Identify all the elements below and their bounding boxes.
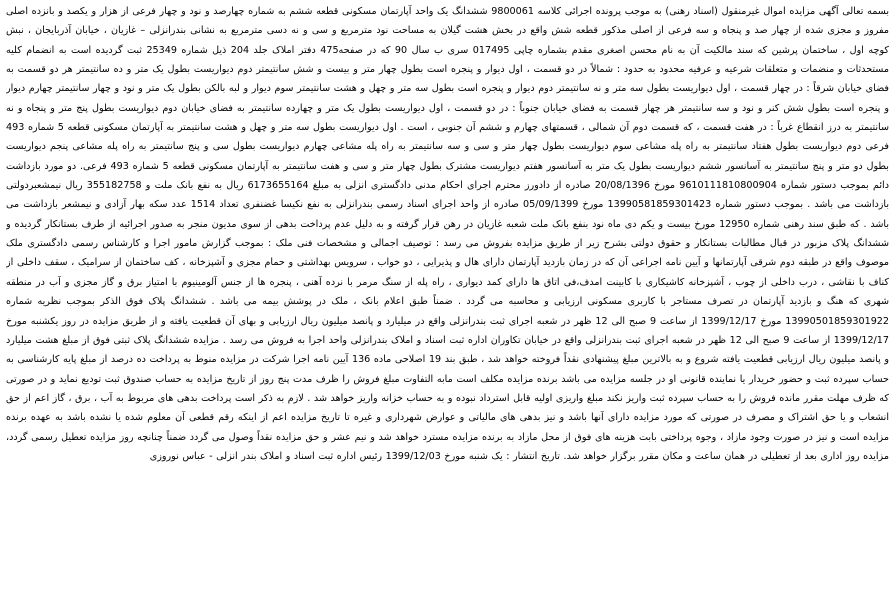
notice-body-text: بسمه تعالی آگهی مزایده اموال غیرمنقول (اسناد رهنی) به موجب پرونده اجرائی کلاسه 9800061 ششدانگ یک واحد آپارتمان مسکونی قطعه ششم به شماره چهارصد و نود و چهار فرعی از هزار و یکصد و بانزده اصلی مفروز و مجزی شده از چهار صد و پنجاه و سه فرعی از اصلی مذکور قطعه شش واقع در بخش هشت گیلان به مساحت نود مترمربع و سی و نه دسی مترمربع به نشانی بندرانزلی – غازیان ، خیابان آذربایجان ، نبش کوچه اول ، ساختمان پرشین که سند مالکیت آن به نام محسن اصغری مقدم بشماره چاپی 017495 سری ب سال 90 که در صفحه475 دفتر املاک جلد 204 ذیل شماره 25349 ثبت گردیده است به انضمام کلیه مستحدثات و منضمات و متعلقات شرعیه و عرفیه محدود به حدود : شمالاً در دو قسمت ، اول دیوار و پنجره است بطول چهار متر و بیست و شش سانتیمتر دوم دیواریست بطول یک متر و ده سانتیمتر هر دو قسمت به فضای خیابان شرقاً : در چهار قسمت ، اول دیواریست بطول سه متر و نه سانتیمتر دوم دیوار و پنجره است بطول سه متر و چهل و هشت سانتیمتر سوم دیوار و لبه بالکن بطول یک متر و نود و چهار سانتیمتر چهارم دیوار و پنجره است بطول شش کنر و نود و سه سانتیمتر هر چهار قسمت به فضای خیابان جنوباً : در دو قسمت ، اول دیواریست بطول یک متر و چهارده سانتیمتر به فضای خیابان دوم دیواریست بطول پنج متر و پنجاه و نه سانتیمتر به درز انقطاع غرباً : در هفت قسمت ، که قسمت دوم آن شمالی ، قسمتهای چهارم و ششم آن جنوبی ، است . اول دیواریست بطول سه متر و چهل و هشت سانتیمتر به آپارتمان مسکونی قطعه 5 شماره 493 فرعی دوم دیواریست بطول هفتاد سانتیمتر به راه پله مشاعی سوم دیواریست بطول چهار متر و سی و سه سانتیمتر به راه پله مشاعی چهارم دیواریست بطول سی و پنج سانتیمتر به راه پله مشاعی پنجم دیواریست بطول دو متر و پنج سانتیمتر به آسانسور ششم دیواریست بطول یک متر به آسانسور هفتم دیواریست مشترک بطول چهار متر و سی و هفت سانتیمتر به آپارتمان مسکونی قطعه 5 شماره 493 فرعی. دو مورد بازداشت دائم بموجب دستور شماره 9610111810800904 مورخ 20/08/1396 صادره از دادورز محترم اجرای احکام مدنی دادگستری انزلی به مبلغ 6173655164 ریال به نفع بانک ملت و 355182758 ریال نیمشعبردولتی بازداشت می باشد . بموجب دستور شماره 13990581859301423 مورخ 05/09/1399 صادره از واحد اجرای اسناد رسمی بندرانزلی به نفع نکیسا غضنفری تعداد 1514 عدد سکه بهار آزادی و نیمشعر بازداشت می باشد . که طبق سند رهنی شماره 12950 مورخ بیست و یکم دی ماه نود بنفع بانک ملت شعبه غازیان در رهن قرار گرفته و به دلیل عدم پرداخت بدهی از سوی مدیون منجر به صدور اجرائیه از طرف بستانکار گردیده و ششدانگ پلاک مزبور در قبال مطالبات بستانکار و حقوق دولتی بشرح زیر از طریق مزایده بفروش می رسد : توصیف اجمالی و مشخصات فنی ملک : بموجب گزارش مامور اجرا و کارشناس رسمی دادگستری ملک موصوف واقع در طبقه دوم شرقی آپارتمانها و آیین نامه اجراعی آن که در زمان بازدید آپارتمان دارای هال و پذیرایی ، دو خواب ، سرویس بهداشتی و حمام مجزی و آشپزخانه ، کف ساختمان از سرامیک ، سقف داخلی از کناف با نقاشی ، درب داخلی از چوب ، آشپزخانه کاشیکاری با کابینت امدف،فی اتاق ها دارای کمد دیواری ، راه پله از سنگ مرمر با نرده آهنی ، پنجره ها از جنس آلومینیوم با امتیاز برق و گاز مجزی و آب در منطقه شهری که هنگ و بازدید آپارتمان در تصرف مستاجر با کاربری مسکونی ارزیابی و محاسبه می گردد . ضمناً طبق اعلام بانک ، ملک در پوشش بیمه می باشد . ششدانگ پلاک فوق الذکر بموجب نظریه شماره 13990501859301922 مورخ 1399/12/17 از ساعت 9 صبح الی 12 ظهر در شعبه اجرای ثبت بندرانزلی واقع در میلیارد و پانصد میلیون ریال ارزیابی و بهای آن قطعیت یافته و از طریق مزایده در روز یکشنبه مورخ 1399/12/17 از ساعت 9 صبح الی 12 ظهر در شعبه اجرای ثبت بندرانزلی واقع در خیابان تکاوران اداره ثبت اسناد و املاک بندرانزلی واحد اجرا به فروش می رسد . مزایده ششدانگ پلاک ثبتی فوق از مبلغ هشت میلیارد و پانصد میلیون ریال ارزیابی قطعیت یافته شروع و به بالاترین مبلغ پیشنهادی نقداً فروخته خواهد شد ، طبق بند 19 اصلاحی ماده 136 آیین نامه اجرا شرکت در مزایده منوط به پرداخت ده درصد از مبلغ پایه کارشناسی به حساب سپرده ثبت و حضور خریدار یا نماینده قانونی او در جلسه مزایده می باشد برنده مزایده مکلف است مابه التفاوت مبلغ فروش را ظرف مدت پنج روز از تاریخ مزایده به حساب صندوق ثبت تودیع نماید و در صورتی که ظرف مهلت مقرر مانده فروش را به حساب سپرده ثبت واریز نکند مبلغ واریزی اولیه قابل استرداد نبوده و به حساب خزانه واریز خواهد شد . لازم به ذکر است پرداخت بدهی های مربوط به آب ، برق ، گاز اعم از حق انشعاب و یا حق اشتراک و مصرف در صورتی که مورد مزایده دارای آنها باشد و نیز بدهی های مالیاتی و عوارض شهرداری و غیره تا تاریخ مزایده اعم از اینکه رقم قطعی آن معلوم شده یا نشده باشد به عهده برنده مزایده است و نیز در صورت وجود مازاد ، وجوه پرداختی بابت هزینه های فوق از محل مازاد به برنده مزایده مسترد خواهد شد و نیم عشر و حق مزایده نقداً وصول می گردد ضمناً چنانچه روز مزایده تعطیل رسمی گردد، مزایده روز اداری بعد از تعطیلی در همان ساعت و مکان مقرر برگزار خواهد شد. تاریخ انتشار : یک شنبه مورخ 1399/12/03 رئیس اداره ثبت اسناد و املاک بندر انزلی - عباس نوروزی (6, 6, 889, 462)
auction-notice (6, 2, 889, 588)
